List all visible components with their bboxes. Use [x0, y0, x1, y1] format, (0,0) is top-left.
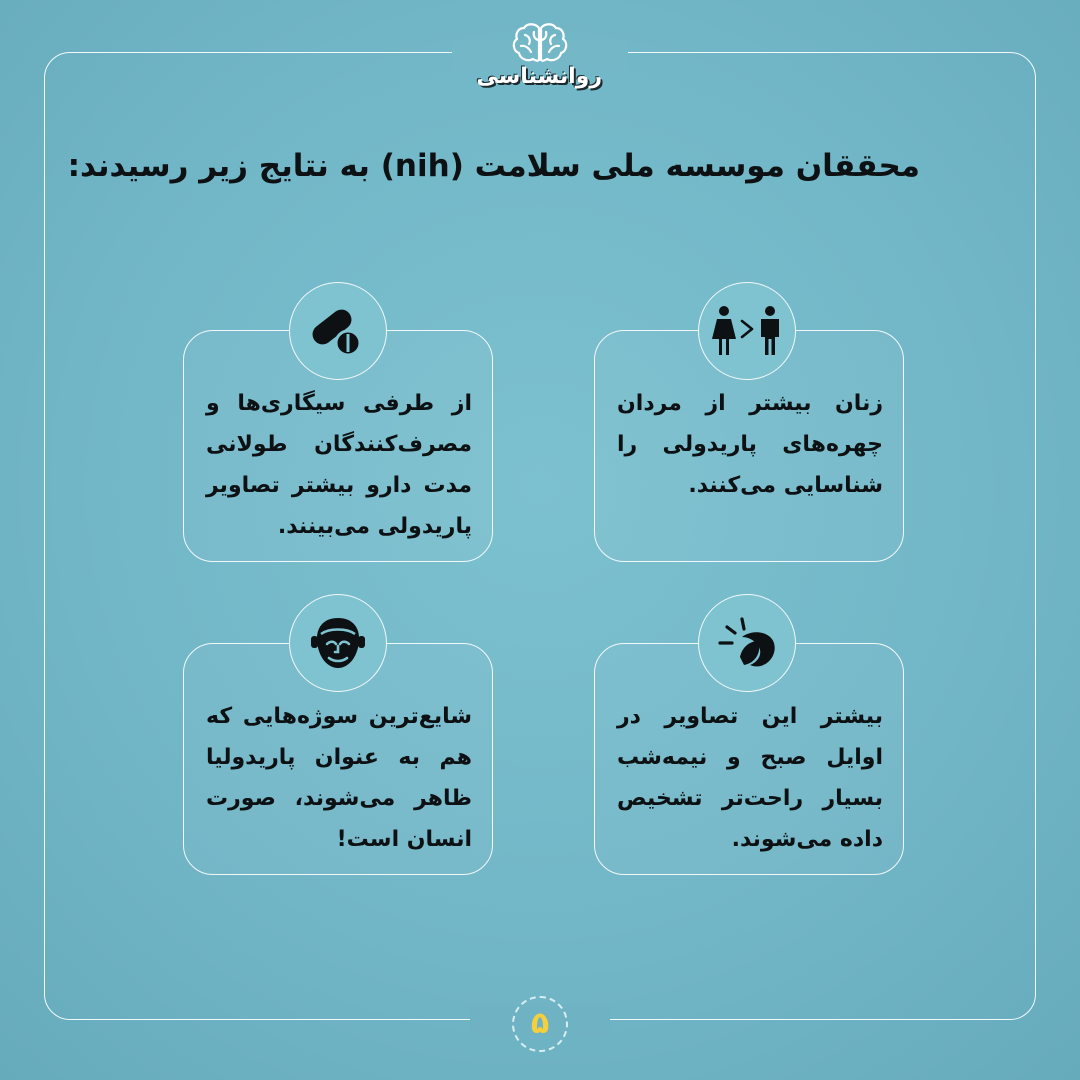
card-text: از طرفی سیگاری‌ها و مصرف‌کنندگان طولانی مدت دارو بیشتر تصاویر پاریدولی می‌بینند. [206, 391, 472, 539]
sunrise-moon-icon [698, 594, 796, 692]
brain-icon [509, 20, 571, 64]
page-number-badge: ۵ [512, 996, 568, 1052]
page-title: محققان موسسه ملی سلامت (nih) به نتایج زیر رسیدند: [67, 148, 920, 184]
woman-greater-than-man-icon [698, 282, 796, 380]
brand-logo-text: روانشناسی [476, 64, 602, 89]
card-text: زنان بیشتر از مردان چهره‌های پاریدولی را شناسایی می‌کنند. [617, 391, 883, 498]
card-text: شایع‌ترین سوژه‌هایی که هم به عنوان پاریدولیا ظاهر می‌شوند، صورت انسان است! [206, 704, 472, 852]
brand-logo [478, 20, 602, 100]
face-icon [289, 594, 387, 692]
card-text: بیشتر این تصاویر در اوایل صبح و نیمه‌شب بسیار راحت‌تر تشخیص داده می‌شوند. [617, 704, 883, 852]
pill-capsule-icon [289, 282, 387, 380]
